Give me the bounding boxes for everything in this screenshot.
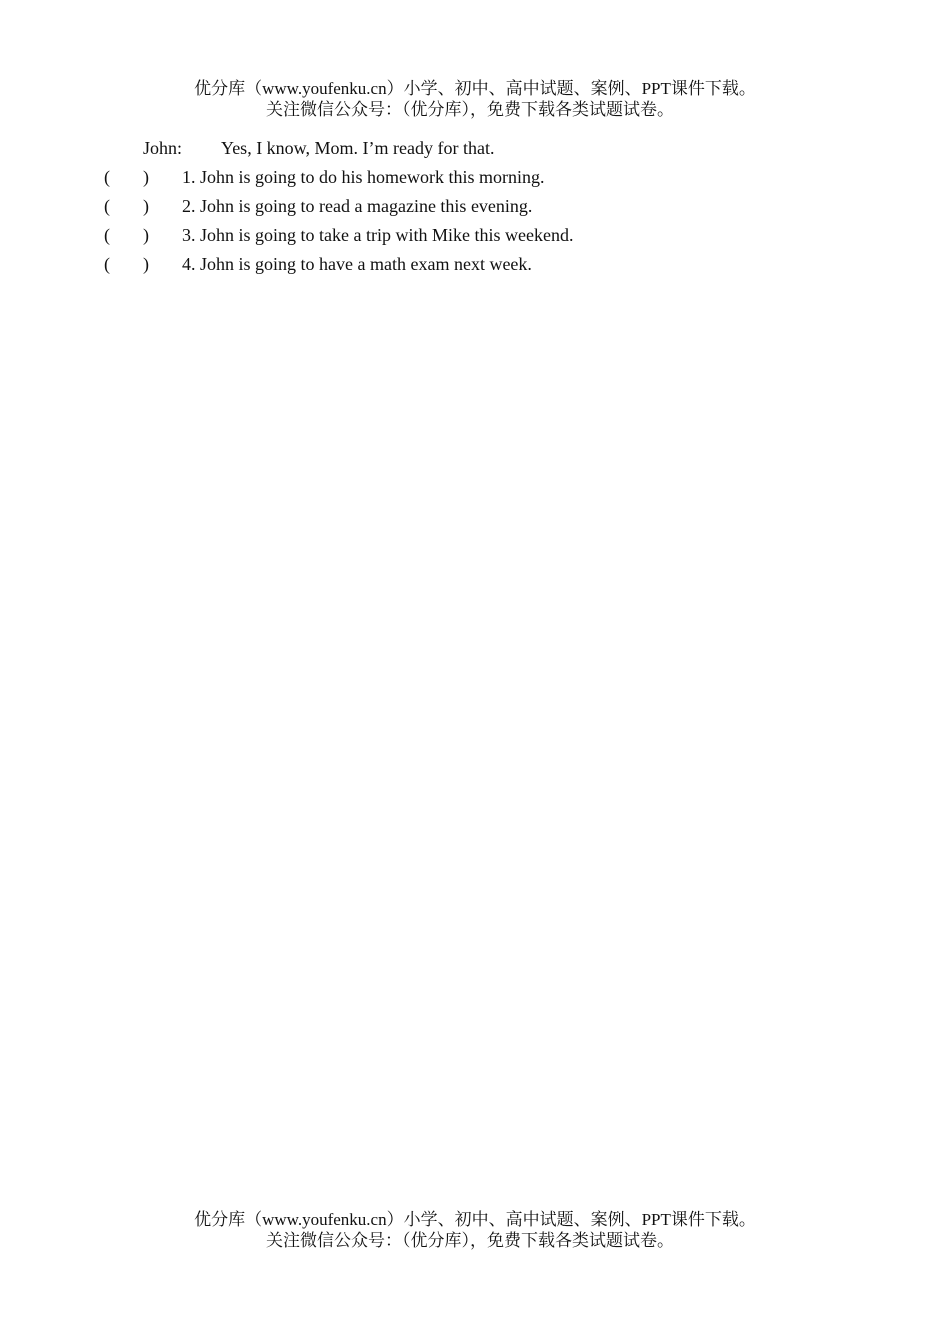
question-text: 3. John is going to take a trip with Mike this weekend. xyxy=(182,225,574,245)
header-line-1: 优分库（www.youfenku.cn）小学、初中、高中试题、案例、PPT课件下载。 xyxy=(194,79,756,98)
answer-paren-open: ( xyxy=(104,254,110,274)
question-text: 2. John is going to read a magazine this evening. xyxy=(182,196,533,216)
answer-paren-open: ( xyxy=(104,225,110,245)
dialogue-line xyxy=(143,137,494,159)
dialogue-speaker: John: xyxy=(143,138,183,158)
page-footer xyxy=(0,1209,950,1251)
answer-paren-open: ( xyxy=(104,196,110,216)
question-text: 4. John is going to have a math exam next week. xyxy=(182,254,532,274)
answer-paren-close: ) xyxy=(143,167,149,187)
answer-paren-close: ) xyxy=(143,196,149,216)
answer-paren-close: ) xyxy=(143,225,149,245)
answer-paren-close: ) xyxy=(143,254,149,274)
footer-line-2: 关注微信公众号：（优分库），免费下载各类试题试卷。 xyxy=(266,1231,674,1250)
header-line-2: 关注微信公众号：（优分库），免费下载各类试题试卷。 xyxy=(266,100,674,119)
answer-paren-open: ( xyxy=(104,167,110,187)
footer-line-1: 优分库（www.youfenku.cn）小学、初中、高中试题、案例、PPT课件下载。 xyxy=(194,1210,756,1229)
dialogue-text: Yes, I know, Mom. I’m ready for that. xyxy=(221,138,495,158)
question-text: 1. John is going to do his homework this morning. xyxy=(182,167,545,187)
page-header xyxy=(0,78,950,120)
